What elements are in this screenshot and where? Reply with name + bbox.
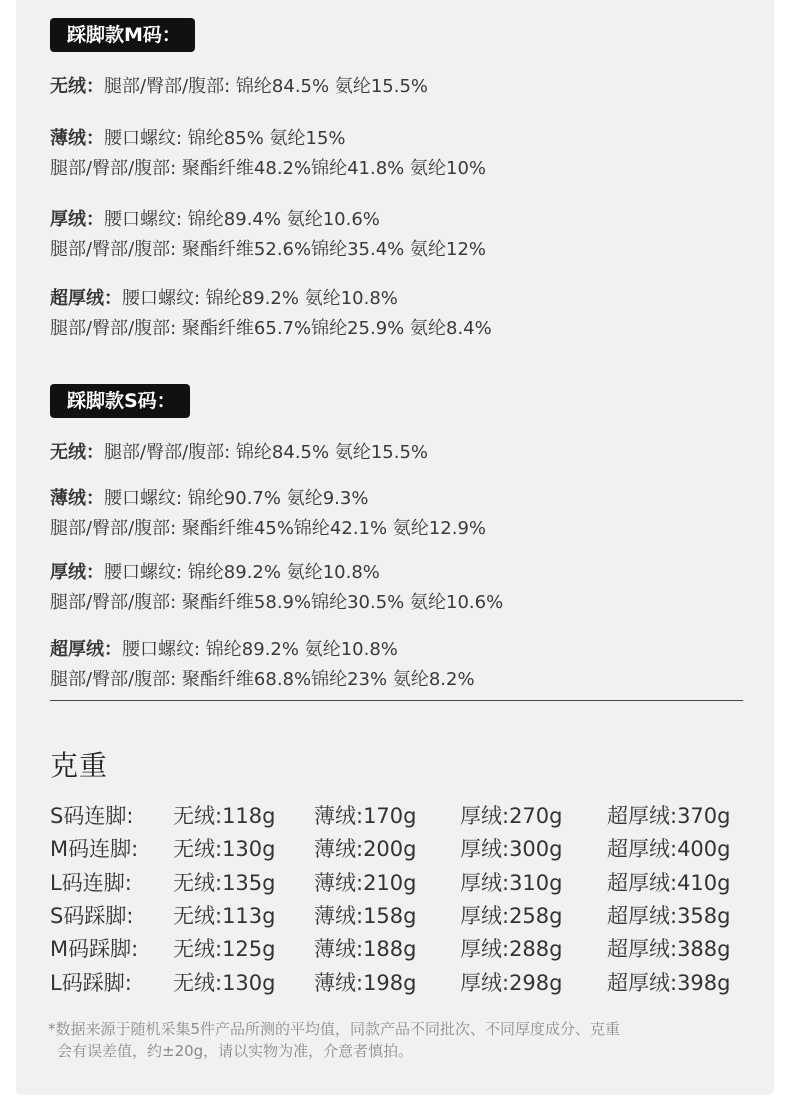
weight-row-label: M码踩脚: <box>50 937 139 961</box>
weight-cell: 薄绒:188g <box>314 937 417 961</box>
weight-heading: 克重 <box>50 749 109 782</box>
composition-label: 薄绒： <box>50 128 104 149</box>
section-tag-m: 踩脚款M码： <box>50 18 195 52</box>
composition-label: 超厚绒： <box>50 288 122 309</box>
composition-label: 厚绒： <box>50 209 104 230</box>
weight-cell: 薄绒:200g <box>314 837 417 861</box>
composition-text: 腰口螺纹: 锦纶85% 氨纶15% <box>104 128 346 149</box>
composition-text: 腿部/臀部/腹部: 锦纶84.5% 氨纶15.5% <box>104 442 428 463</box>
composition-text: 腿部/臀部/腹部: 聚酯纤维58.9%锦纶30.5% 氨纶10.6% <box>50 592 504 613</box>
composition-line <box>50 75 428 99</box>
composition-text: 腿部/臀部/腹部: 聚酯纤维68.8%锦纶23% 氨纶8.2% <box>50 669 475 690</box>
composition-text: 腿部/臀部/腹部: 聚酯纤维48.2%锦纶41.8% 氨纶10% <box>50 158 487 179</box>
weight-cell: 薄绒:170g <box>314 804 417 828</box>
weight-row <box>50 833 760 863</box>
composition-line <box>50 487 368 511</box>
weight-cell: 无绒:130g <box>173 837 276 861</box>
weight-row-label: L码连脚: <box>50 871 132 895</box>
disclaimer-note <box>48 1018 748 1062</box>
weight-row <box>50 933 760 963</box>
weight-row-label: M码连脚: <box>50 837 139 861</box>
composition-text: 腰口螺纹: 锦纶89.2% 氨纶10.8% <box>104 562 380 583</box>
weight-cell: 无绒:135g <box>173 871 276 895</box>
disclaimer-line-2: 会有误差值，约±20g，请以实物为准，介意者慎拍。 <box>57 1042 414 1060</box>
weight-cell: 厚绒:270g <box>460 804 563 828</box>
composition-line <box>50 441 428 465</box>
weight-row <box>50 800 760 830</box>
composition-line <box>50 561 380 585</box>
weight-cell: 厚绒:258g <box>460 904 563 928</box>
weight-cell: 无绒:118g <box>173 804 276 828</box>
composition-line <box>50 287 398 311</box>
weight-cell: 超厚绒:388g <box>607 937 731 961</box>
composition-label: 薄绒： <box>50 488 104 509</box>
weight-cell: 薄绒:210g <box>314 871 417 895</box>
weight-cell: 薄绒:198g <box>314 971 417 995</box>
composition-line <box>50 517 486 541</box>
weight-row-label: S码连脚: <box>50 804 134 828</box>
composition-text: 腰口螺纹: 锦纶89.2% 氨纶10.8% <box>122 288 398 309</box>
composition-label: 无绒： <box>50 442 104 463</box>
weight-row-label: L码踩脚: <box>50 971 132 995</box>
weight-row <box>50 867 760 897</box>
composition-line <box>50 208 380 232</box>
composition-line <box>50 157 486 181</box>
composition-text: 腰口螺纹: 锦纶90.7% 氨纶9.3% <box>104 488 369 509</box>
composition-text: 腿部/臀部/腹部: 锦纶84.5% 氨纶15.5% <box>104 76 428 97</box>
weight-cell: 超厚绒:370g <box>607 804 731 828</box>
composition-line <box>50 668 475 692</box>
weight-cell: 厚绒:310g <box>460 871 563 895</box>
weight-cell: 厚绒:298g <box>460 971 563 995</box>
composition-label: 厚绒： <box>50 562 104 583</box>
section-divider <box>50 700 743 701</box>
weight-row <box>50 900 760 930</box>
composition-text: 腿部/臀部/腹部: 聚酯纤维45%锦纶42.1% 氨纶12.9% <box>50 518 487 539</box>
composition-line <box>50 591 503 615</box>
weight-cell: 厚绒:288g <box>460 937 563 961</box>
composition-text: 腰口螺纹: 锦纶89.2% 氨纶10.8% <box>122 639 398 660</box>
composition-text: 腰口螺纹: 锦纶89.4% 氨纶10.6% <box>104 209 380 230</box>
weight-cell: 无绒:130g <box>173 971 276 995</box>
weight-row-label: S码踩脚: <box>50 904 134 928</box>
composition-text: 腿部/臀部/腹部: 聚酯纤维52.6%锦纶35.4% 氨纶12% <box>50 239 487 260</box>
composition-line <box>50 238 486 262</box>
composition-line <box>50 127 346 151</box>
composition-label: 超厚绒： <box>50 639 122 660</box>
weight-cell: 无绒:125g <box>173 937 276 961</box>
composition-line <box>50 317 492 341</box>
disclaimer-line-1: *数据来源于随机采集5件产品所测的平均值，同款产品不同批次、不同厚度成分、克重 <box>48 1020 621 1038</box>
weight-cell: 超厚绒:410g <box>607 871 731 895</box>
section-tag-s: 踩脚款S码： <box>50 384 190 418</box>
weight-cell: 超厚绒:398g <box>607 971 731 995</box>
composition-line <box>50 638 398 662</box>
composition-label: 无绒： <box>50 76 104 97</box>
composition-text: 腿部/臀部/腹部: 聚酯纤维65.7%锦纶25.9% 氨纶8.4% <box>50 318 492 339</box>
weight-cell: 厚绒:300g <box>460 837 563 861</box>
weight-cell: 薄绒:158g <box>314 904 417 928</box>
weight-cell: 超厚绒:358g <box>607 904 731 928</box>
weight-cell: 无绒:113g <box>173 904 276 928</box>
weight-cell: 超厚绒:400g <box>607 837 731 861</box>
weight-row <box>50 967 760 997</box>
